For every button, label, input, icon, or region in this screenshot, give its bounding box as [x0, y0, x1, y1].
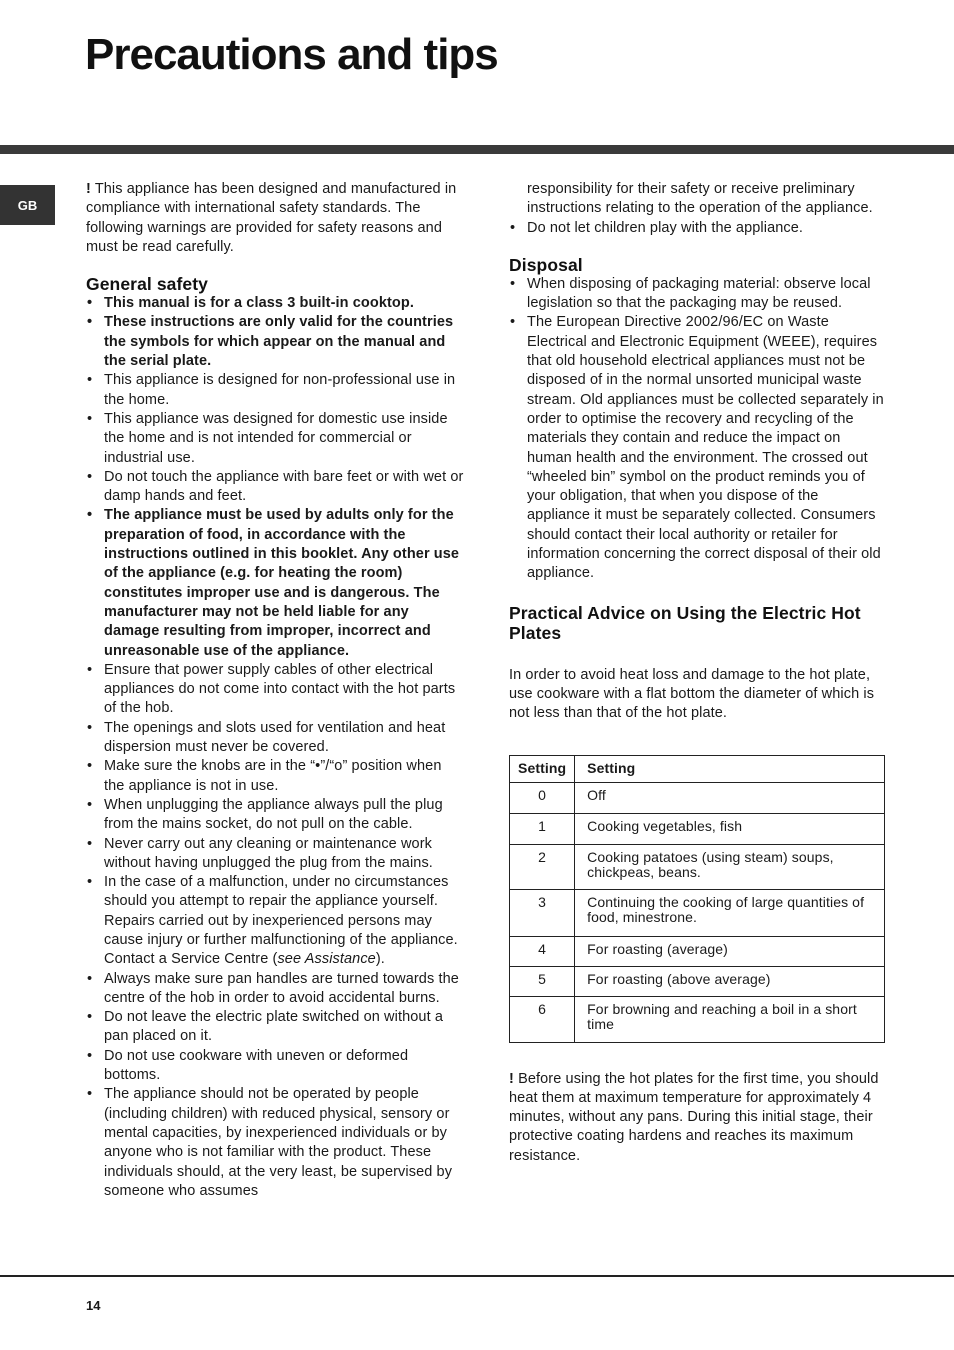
table-row	[510, 782, 885, 813]
warning-exclamation: !	[86, 181, 91, 197]
list-item: • Do not touch the appliance with bare feet or with wet or damp hands and feet.	[86, 468, 464, 507]
disposal-list	[509, 275, 885, 584]
general-safety-list	[86, 294, 464, 1201]
malfunction-text: In the case of a malfunction, under no circumstances should you attempt to repair the appliance yourself. Repairs carried out by inexperienced persons may cause injury or further malfunctioning of the appliance. Contact a Service Centre (	[104, 874, 458, 968]
setting-description: Continuing the cooking of large quantities of food, minestrone.	[575, 889, 885, 936]
language-tab: GB	[0, 185, 55, 225]
intro-text: This appliance has been designed and manufactured in compliance with international safety standards. The following warnings are provided for safety reasons and must be read carefully.	[86, 181, 457, 255]
list-item: • When disposing of packaging material: observe local legislation so that the packaging may be reused.	[509, 275, 885, 314]
setting-number: 6	[510, 996, 575, 1042]
setting-description: For roasting (average)	[575, 936, 885, 966]
list-item: • This appliance is designed for non-professional use in the home.	[86, 371, 464, 410]
setting-number: 0	[510, 782, 575, 813]
first-use-note	[509, 1070, 885, 1166]
setting-number: 2	[510, 844, 575, 889]
table-row	[510, 844, 885, 889]
list-item: • The openings and slots used for ventilation and heat dispersion must never be covered.	[86, 719, 464, 758]
right-column	[509, 180, 885, 1166]
list-item: • These instructions are only valid for the countries the symbols for which appear on the manual and the serial plate.	[86, 313, 464, 371]
list-item: • Never carry out any cleaning or maintenance work without having unplugged the plug from the mains.	[86, 835, 464, 874]
left-column	[86, 180, 464, 1201]
footer-rule	[0, 1275, 954, 1277]
table-header-row	[510, 755, 885, 782]
setting-description: Cooking vegetables, fish	[575, 813, 885, 844]
list-item: • Ensure that power supply cables of other electrical appliances do not come into contact with the hot parts of the hob.	[86, 661, 464, 719]
table-header-setting-number: Setting	[510, 755, 575, 782]
list-item: • Do not leave the electric plate switched on without a pan placed on it.	[86, 1008, 464, 1047]
table-header-setting-description: Setting	[575, 755, 885, 782]
practical-advice-intro: In order to avoid heat loss and damage to the hot plate, use cookware with a flat bottom the diameter of which is not less than that of the hot plate.	[509, 666, 875, 722]
setting-description: Cooking patatoes (using steam) soups, chickpeas, beans.	[575, 844, 885, 889]
first-use-note-text: Before using the hot plates for the first time, you should heat them at maximum temperature for approximately 4 minutes, without any pans. During this initial stage, their protective coating hardens and reaches its maximum resistance.	[509, 1070, 879, 1164]
list-item: • Always make sure pan handles are turned towards the centre of the hob in order to avoid accidental burns.	[86, 970, 464, 1009]
setting-description: For roasting (above average)	[575, 966, 885, 996]
warning-exclamation: !	[509, 1070, 514, 1087]
settings-table	[509, 755, 885, 1043]
setting-number: 4	[510, 936, 575, 966]
table-row	[510, 996, 885, 1042]
page-number: 14	[86, 1298, 101, 1313]
general-safety-list-continued	[509, 219, 885, 238]
list-item: • When unplugging the appliance always pull the plug from the mains socket, do not pull on the cable.	[86, 796, 464, 835]
setting-number: 5	[510, 966, 575, 996]
header-rule	[0, 145, 954, 154]
table-row	[510, 936, 885, 966]
malfunction-text-end: ).	[375, 951, 385, 968]
list-item: • The appliance should not be operated by people (including children) with reduced physical, sensory or mental capacities, by inexperienced individuals or by anyone who is not familiar with the product. These individuals should, at the very least, be supervised by someone who assumes	[86, 1085, 464, 1201]
list-item: • The European Directive 2002/96/EC on Waste Electrical and Electronic Equipment (WEEE), requires that old household electrical appliances must not be disposed of in the normal unsorted municipal waste stream. Old appliances must be collected separately in order to optimise the recovery and recycling of the materials they contain and reduce the impact on human health and the environment. The crossed out “wheeled bin” symbol on the product reminds you of your obligation, that when you dispose of the appliance it must be separately collected. Consumers should contact their local authority or retailer for information concerning the correct disposal of their old appliance.	[509, 313, 885, 583]
list-item: • Make sure the knobs are in the “•”/“o” position when the appliance is not in use.	[86, 757, 464, 796]
list-item: • This appliance was designed for domestic use inside the home and is not intended for commercial or industrial use.	[86, 410, 464, 468]
table-row	[510, 889, 885, 936]
intro-paragraph	[86, 180, 464, 257]
see-assistance-reference: see Assistance	[277, 951, 376, 968]
disposal-heading: Disposal	[509, 254, 583, 275]
list-item	[86, 873, 464, 969]
list-item: • This manual is for a class 3 built-in cooktop.	[86, 294, 464, 313]
setting-number: 3	[510, 889, 575, 936]
list-item: • Do not use cookware with uneven or deformed bottoms.	[86, 1047, 464, 1086]
practical-advice-heading: Practical Advice on Using the Electric Hot Plates	[509, 602, 861, 643]
table-row	[510, 813, 885, 844]
setting-description: For browning and reaching a boil in a short time	[575, 996, 885, 1042]
list-item: • Do not let children play with the appliance.	[509, 219, 885, 238]
table-row	[510, 966, 885, 996]
setting-description: Off	[575, 782, 885, 813]
setting-number: 1	[510, 813, 575, 844]
list-item: • The appliance must be used by adults only for the preparation of food, in accordance with the instructions outlined in this booklet. Any other use of the appliance (e.g. for heating the room) constitutes improper use and is dangerous. The manufacturer may not be held liable for any damage resulting from improper, incorrect and unreasonable use of the appliance.	[86, 506, 464, 660]
list-item-continuation: responsibility for their safety or receive preliminary instructions relating to the operation of the appliance.	[527, 181, 873, 217]
general-safety-heading: General safety	[86, 274, 209, 295]
page-title: Precautions and tips	[85, 30, 498, 79]
